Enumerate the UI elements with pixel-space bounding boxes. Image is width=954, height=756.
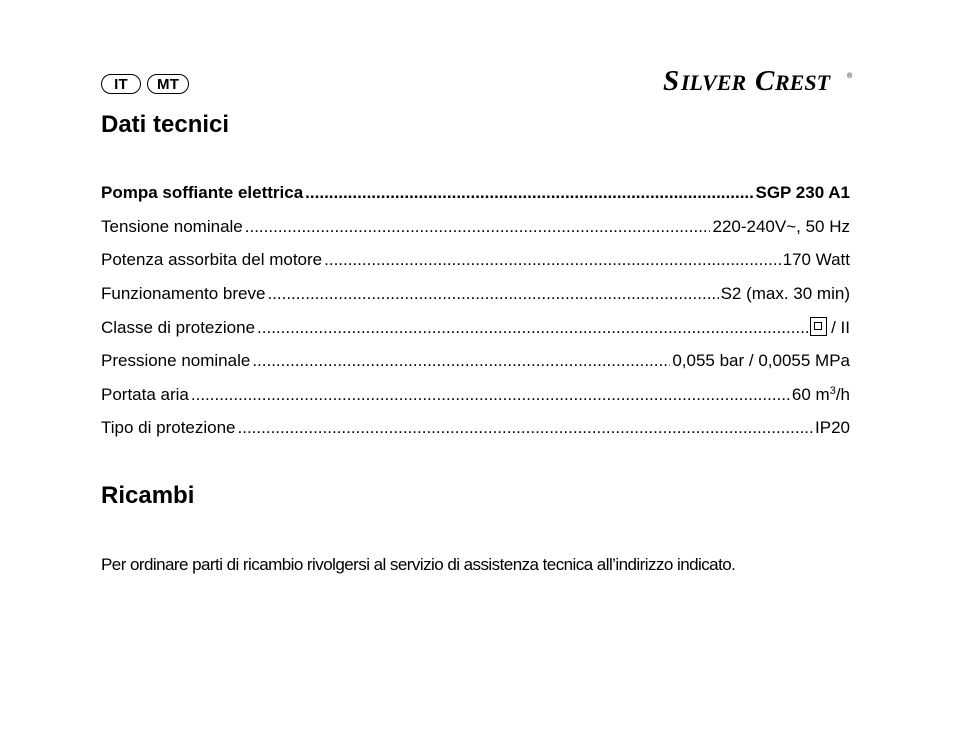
spec-value: / II [831,318,850,338]
protection-class-II-icon [810,317,827,336]
dot-leader [267,284,718,304]
dot-leader [245,217,711,237]
spec-value-wrap [810,317,850,338]
dot-leader [238,418,814,438]
dot-leader [305,183,753,203]
spec-value: 60 m [791,384,830,404]
spec-value-suffix: /h [835,384,850,404]
specs-title: Dati tecnici [101,111,230,138]
spec-label: Potenza assorbita del motore [101,250,323,270]
parts-title: Ricambi [101,482,195,509]
spec-label: Funzionamento breve [101,283,266,303]
spec-value: 220-240V~, 50 Hz [712,216,850,236]
spec-label: Pressione nominale [101,350,251,370]
spec-label: Tipo di protezione [101,418,236,438]
spec-label: Tensione nominale [101,216,243,236]
spec-row-protection-class [101,317,850,351]
dot-leader [257,318,808,338]
specs-table [101,183,850,452]
spec-value-superscript: 3 [829,384,836,397]
spec-row-power [101,250,850,284]
silvercrest-logo [663,62,855,98]
language-badge-mt: MT [147,74,189,94]
language-badge-it: IT [101,74,141,94]
parts-paragraph: Per ordinare parti di ricambio rivolgersi al servizio di assistenza tecnica all’indirizzo indicato. [101,555,736,574]
spec-value: S2 (max. 30 min) [720,283,850,303]
svg-text:C: C [755,65,775,97]
spec-row-voltage [101,217,850,251]
spec-row-model [101,183,850,217]
spec-row-pressure [101,351,850,385]
language-badges [101,74,189,94]
spec-value-wrap [792,385,850,405]
svg-text:S: S [663,65,680,97]
spec-row-airflow [101,385,850,419]
spec-value: IP20 [815,418,850,438]
svg-text:REST: REST [775,70,831,95]
spec-label: Classe di protezione [101,318,256,338]
spec-value: 170 Watt [782,250,850,270]
dot-leader [191,385,790,405]
spec-row-duty [101,284,850,318]
spec-label: Portata aria [101,384,189,404]
dot-leader [324,250,780,270]
spec-row-ip-rating [101,418,850,452]
spec-value: SGP 230 A1 [755,183,850,202]
dot-leader [252,351,670,371]
svg-text:®: ® [847,73,853,80]
spec-value: 0,055 bar / 0,0055 MPa [672,350,850,370]
svg-text:ILVER: ILVER [681,70,747,95]
spec-label: Pompa soffiante elettrica [101,183,304,202]
